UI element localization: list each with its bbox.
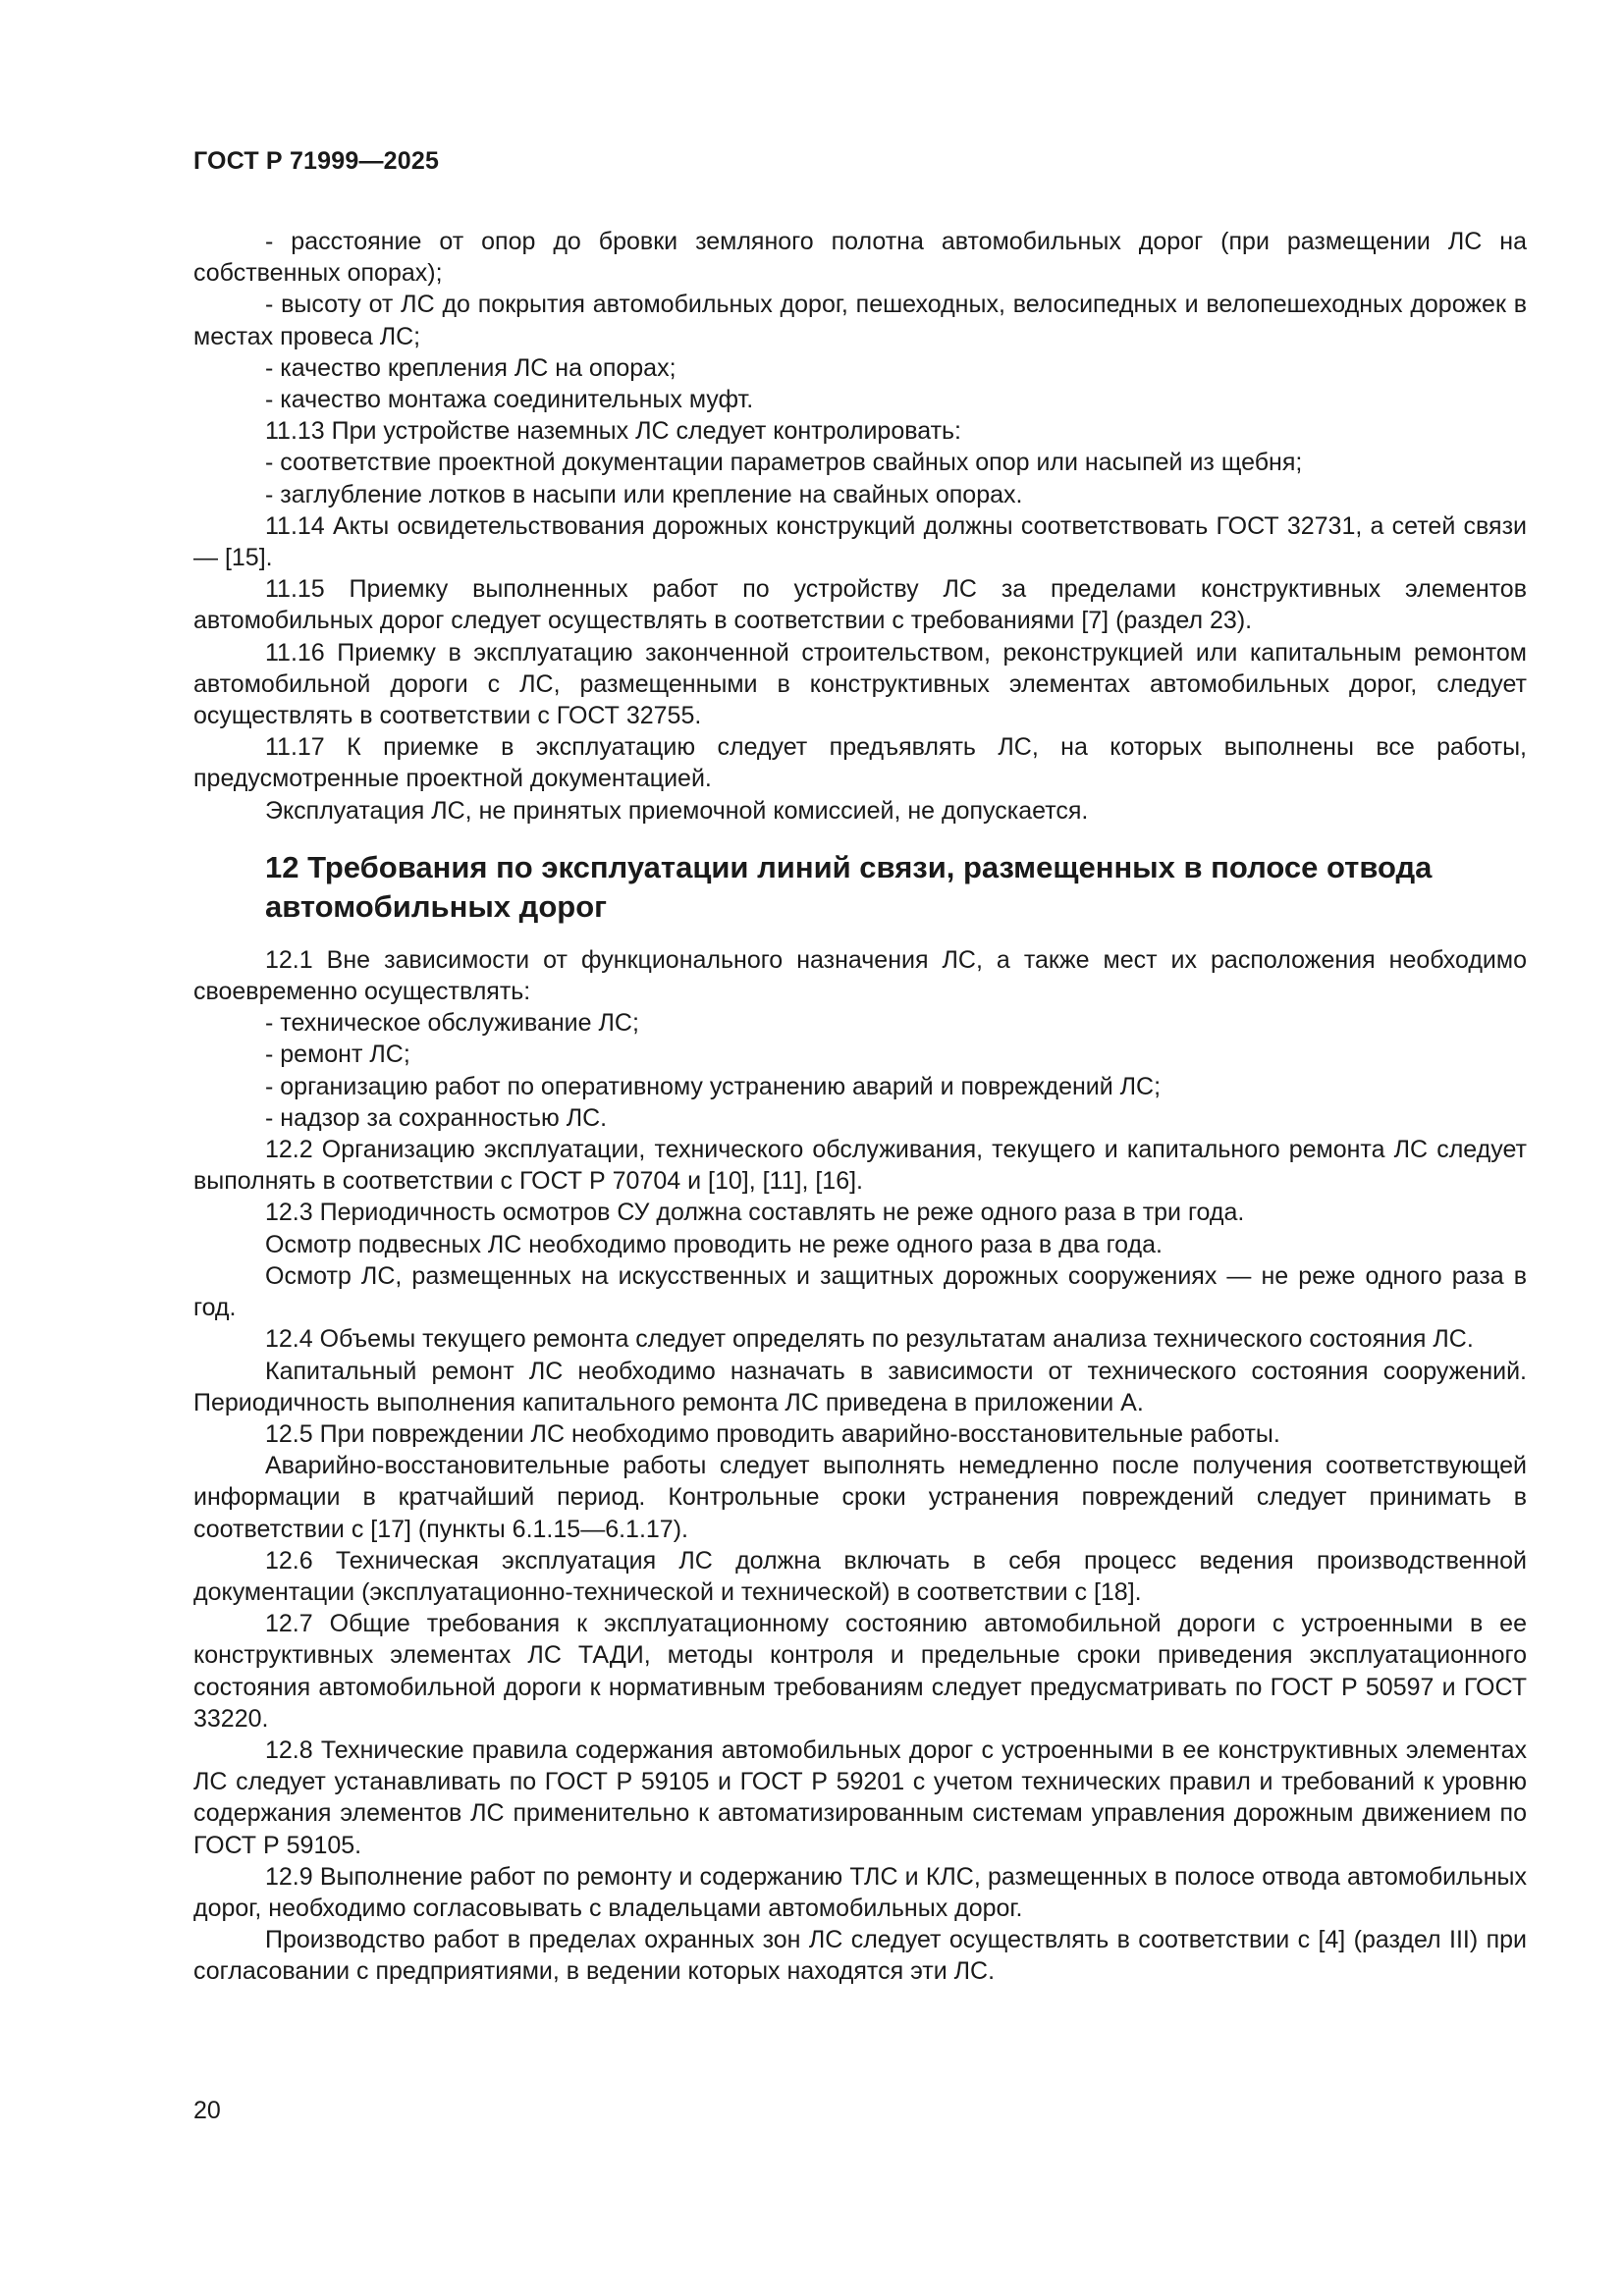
list-item-fastening-quality: - качество крепления ЛС на опорах; [265,353,677,382]
standard-designation: ГОСТ Р 71999—2025 [193,147,440,175]
clause-12-4: 12.4 Объемы текущего ремонта следует определять по результатам анализа технического состояния ЛС. [265,1325,1474,1354]
clause-12-6: 12.6 Техническая эксплуатация ЛС должна включать в себя процесс ведения производственной документации (эксплуатационно-технической и технической) в соответствии с [18]. [193,1546,1527,1606]
list-item-coupling-quality: - качество монтажа соединительных муфт. [265,386,754,414]
clause-11-16: 11.16 Приемку в эксплуатацию законченной строительством, реконструкцией или капитальным ремонтом автомобильной дороги с ЛС, размещенными в конструктивных элементах автомобильных дорог, следует осуществлять в соответствии с ГОСТ 32755. [193,638,1527,730]
clause-11-15: 11.15 Приемку выполненных работ по устройству ЛС за пределами конструктивных элементов автомобильных дорог следует осуществлять в соответствии с требованиями [7] (раздел 23). [193,575,1527,635]
clause-12-2: 12.2 Организацию эксплуатации, технического обслуживания, текущего и капитального ремонта ЛС следует выполнять в соответствии с ГОСТ Р 70704 и [10], [11], [16]. [193,1136,1527,1196]
list-item-maintenance: - техническое обслуживание ЛС; [265,1009,639,1038]
clause-11-14: 11.14 Акты освидетельствования дорожных конструкций должны соответствовать ГОСТ 32731, а сетей связи — [15]. [193,511,1527,572]
list-item-supervision: - надзор за сохранностью ЛС. [265,1103,608,1132]
list-item-tray-depth: - заглубление лотков в насыпи или крепление на свайных опорах. [265,480,1023,508]
structures-inspection-note: Осмотр ЛС, размещенных на искусственных и защитных дорожных сооружениях — не реже одного раза в год. [193,1261,1527,1322]
protection-zone-note: Производство работ в пределах охранных зон ЛС следует осуществлять в соответствии с [4] (раздел III) при согласовании с предприятиями, в ведении которых находятся эти ЛС. [193,1926,1527,1986]
list-item-height-above-pavement: - высоту от ЛС до покрытия автомобильных дорог, пешеходных, велосипедных и велопешеходных дорожек в местах провеса ЛС; [193,291,1527,350]
document-body [193,226,1527,1988]
clause-12-9: 12.9 Выполнение работ по ремонту и содержанию ТЛС и КЛС, размещенных в полосе отвода автомобильных дорог, необходимо согласовывать с владельцами автомобильных дорог. [193,1862,1527,1922]
clause-12-8: 12.8 Технические правила содержания автомобильных дорог с устроенными в ее конструктивных элементах ЛС следует устанавливать по ГОСТ Р 59105 и ГОСТ Р 59201 с учетом технических правил и требований к уровню содержания элементов ЛС применительно к автоматизированным системам управления дорожным движением по ГОСТ Р 59105. [193,1735,1527,1859]
emergency-works-note: Аварийно-восстановительные работы следует выполнять немедленно после получения соответствующей информации в кратчайший период. Контрольные сроки устранения повреждений следует принимать в соответствии с [17] (пункты 6.1.15—6.1.17). [193,1452,1527,1543]
list-item-repair: - ремонт ЛС; [265,1041,410,1069]
clause-12-3: 12.3 Периодичность осмотров СУ должна составлять не реже одного раза в три года. [265,1199,1245,1227]
clause-12-1: 12.1 Вне зависимости от функционального назначения ЛС, а также мест их расположения необходимо своевременно осуществлять: [193,945,1527,1006]
clause-12-7: 12.7 Общие требования к эксплуатационному состоянию автомобильной дороги с устроенными в ее конструктивных элементах ЛС ТАДИ, методы контроля и предельные сроки приведения эксплуатационного состояния автомобильной дороги к нормативным требованиям следует предусматривать по ГОСТ Р 50597 и ГОСТ 33220. [193,1610,1527,1733]
page-number: 20 [193,2097,221,2124]
clause-12-5: 12.5 При повреждении ЛС необходимо проводить аварийно-восстановительные работы. [265,1419,1280,1448]
list-item-pile-supports: - соответствие проектной документации параметров свайных опор или насыпей из щебня; [265,449,1303,477]
overhead-inspection-note: Осмотр подвесных ЛС необходимо проводить не реже одного раза в два года. [265,1230,1163,1258]
section-12-title: 12 Требования по эксплуатации линий связи, размещенных в полосе отвода автомобильных дорог [265,849,1433,924]
clause-11-17: 11.17 К приемке в эксплуатацию следует предъявлять ЛС, на которых выполнены все работы, предусмотренные проектной документацией. [193,733,1527,793]
list-item-distance-to-supports: - расстояние от опор до бровки земляного полотна автомобильных дорог (при размещении ЛС на собственных опорах); [193,228,1527,288]
operation-note: Эксплуатация ЛС, не принятых приемочной комиссией, не допускается. [265,796,1089,825]
list-item-emergency-response: - организацию работ по оперативному устранению аварий и повреждений ЛС; [265,1072,1162,1100]
capital-repair-note: Капитальный ремонт ЛС необходимо назначать в зависимости от технического состояния сооружений. Периодичность выполнения капитального ремонта ЛС приведена в приложении А. [193,1357,1527,1416]
clause-11-13: 11.13 При устройстве наземных ЛС следует контролировать: [265,417,961,446]
